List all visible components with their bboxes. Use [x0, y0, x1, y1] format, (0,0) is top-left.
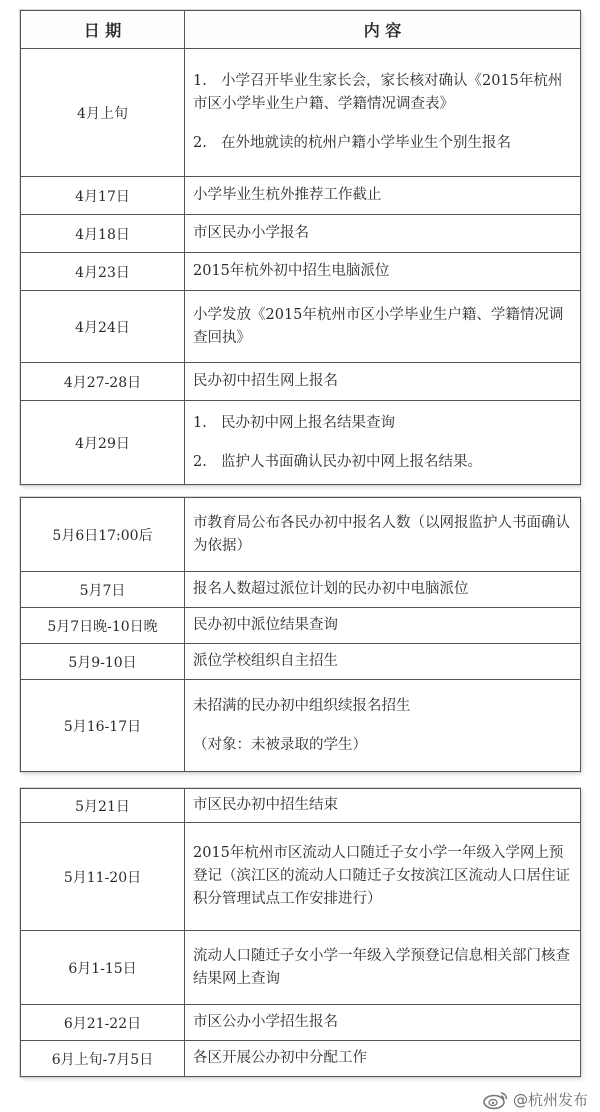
table-row — [21, 498, 581, 572]
table-row — [21, 253, 581, 291]
row-content: 小学毕业生杭外推荐工作截止 — [185, 177, 581, 215]
weibo-watermark — [483, 1089, 588, 1110]
weibo-icon — [483, 1090, 509, 1110]
row-content — [185, 680, 581, 772]
table-row — [21, 680, 581, 772]
row-date: 5月16-17日 — [21, 680, 185, 772]
row-date: 4月上旬 — [21, 49, 185, 177]
row-content — [185, 401, 581, 485]
schedule-table-3 — [20, 788, 581, 1077]
row-date: 4月29日 — [21, 401, 185, 485]
row-content: 小学发放《2015年杭州市区小学毕业生户籍、学籍情况调查回执》 — [185, 291, 581, 363]
row-date: 4月24日 — [21, 291, 185, 363]
table-row — [21, 931, 581, 1005]
row-date: 6月上旬-7月5日 — [21, 1041, 185, 1077]
row-content-note: （对象：未被录取的学生） — [193, 736, 367, 753]
row-content: 市区公办小学招生报名 — [185, 1005, 581, 1041]
row-date: 6月21-22日 — [21, 1005, 185, 1041]
table-row — [21, 49, 581, 177]
table-header-row — [21, 11, 581, 49]
row-date: 5月21日 — [21, 789, 185, 823]
row-content — [185, 49, 581, 177]
list-item: 2. 监护人书面确认民办初中网上报名结果。 — [193, 453, 482, 470]
row-date: 5月9-10日 — [21, 644, 185, 680]
row-date: 5月7日 — [21, 572, 185, 608]
table-row — [21, 215, 581, 253]
watermark-handle: @杭州发布 — [512, 1091, 588, 1109]
row-content: 派位学校组织自主招生 — [185, 644, 581, 680]
row-content: 2015年杭州市区流动人口随迁子女小学一年级入学网上预登记（滨江区的流动人口随迁子女按滨江区流动人口居住证积分管理试点工作安排进行） — [185, 823, 581, 931]
row-content-main: 未招满的民办初中组织续报名招生 — [193, 697, 411, 714]
row-date: 4月23日 — [21, 253, 185, 291]
row-content: 各区开展公办初中分配工作 — [185, 1041, 581, 1077]
table-row — [21, 823, 581, 931]
row-date: 6月1-15日 — [21, 931, 185, 1005]
schedule-segment-3 — [20, 788, 580, 1077]
header-date: 日 期 — [21, 11, 185, 49]
schedule-segment-1 — [20, 10, 580, 485]
row-content: 2015年杭外初中招生电脑派位 — [185, 253, 581, 291]
table-row — [21, 789, 581, 823]
row-content: 市区民办初中招生结束 — [185, 789, 581, 823]
table-row — [21, 1041, 581, 1077]
list-item: 2. 在外地就读的杭州户籍小学毕业生个别生报名 — [193, 135, 511, 151]
table-row — [21, 291, 581, 363]
row-content: 流动人口随迁子女小学一年级入学预登记信息相关部门核查结果网上查询 — [185, 931, 581, 1005]
row-date: 5月6日17:00后 — [21, 498, 185, 572]
row-content: 报名人数超过派位计划的民办初中电脑派位 — [185, 572, 581, 608]
table-row — [21, 363, 581, 401]
table-row — [21, 401, 581, 485]
header-content: 内 容 — [185, 11, 581, 49]
table-row — [21, 1005, 581, 1041]
row-date: 5月11-20日 — [21, 823, 185, 931]
schedule-segment-2 — [20, 497, 580, 772]
row-content: 市教育局公布各民办初中报名人数（以网报监护人书面确认为依据） — [185, 498, 581, 572]
row-date: 5月7日晚-10日晚 — [21, 608, 185, 644]
list-item: 1. 小学召开毕业生家长会，家长核对确认《2015年杭州市区小学毕业生户籍、学籍情况调查表》 — [193, 73, 563, 112]
schedule-table-1 — [20, 10, 581, 485]
schedule-table-2 — [20, 497, 581, 772]
table-row — [21, 572, 581, 608]
row-date: 4月27-28日 — [21, 363, 185, 401]
table-row — [21, 608, 581, 644]
row-content: 市区民办小学报名 — [185, 215, 581, 253]
row-date: 4月17日 — [21, 177, 185, 215]
table-row — [21, 644, 581, 680]
table-row — [21, 177, 581, 215]
list-item: 1. 民办初中网上报名结果查询 — [193, 414, 395, 431]
row-content: 民办初中派位结果查询 — [185, 608, 581, 644]
row-content: 民办初中招生网上报名 — [185, 363, 581, 401]
row-date: 4月18日 — [21, 215, 185, 253]
